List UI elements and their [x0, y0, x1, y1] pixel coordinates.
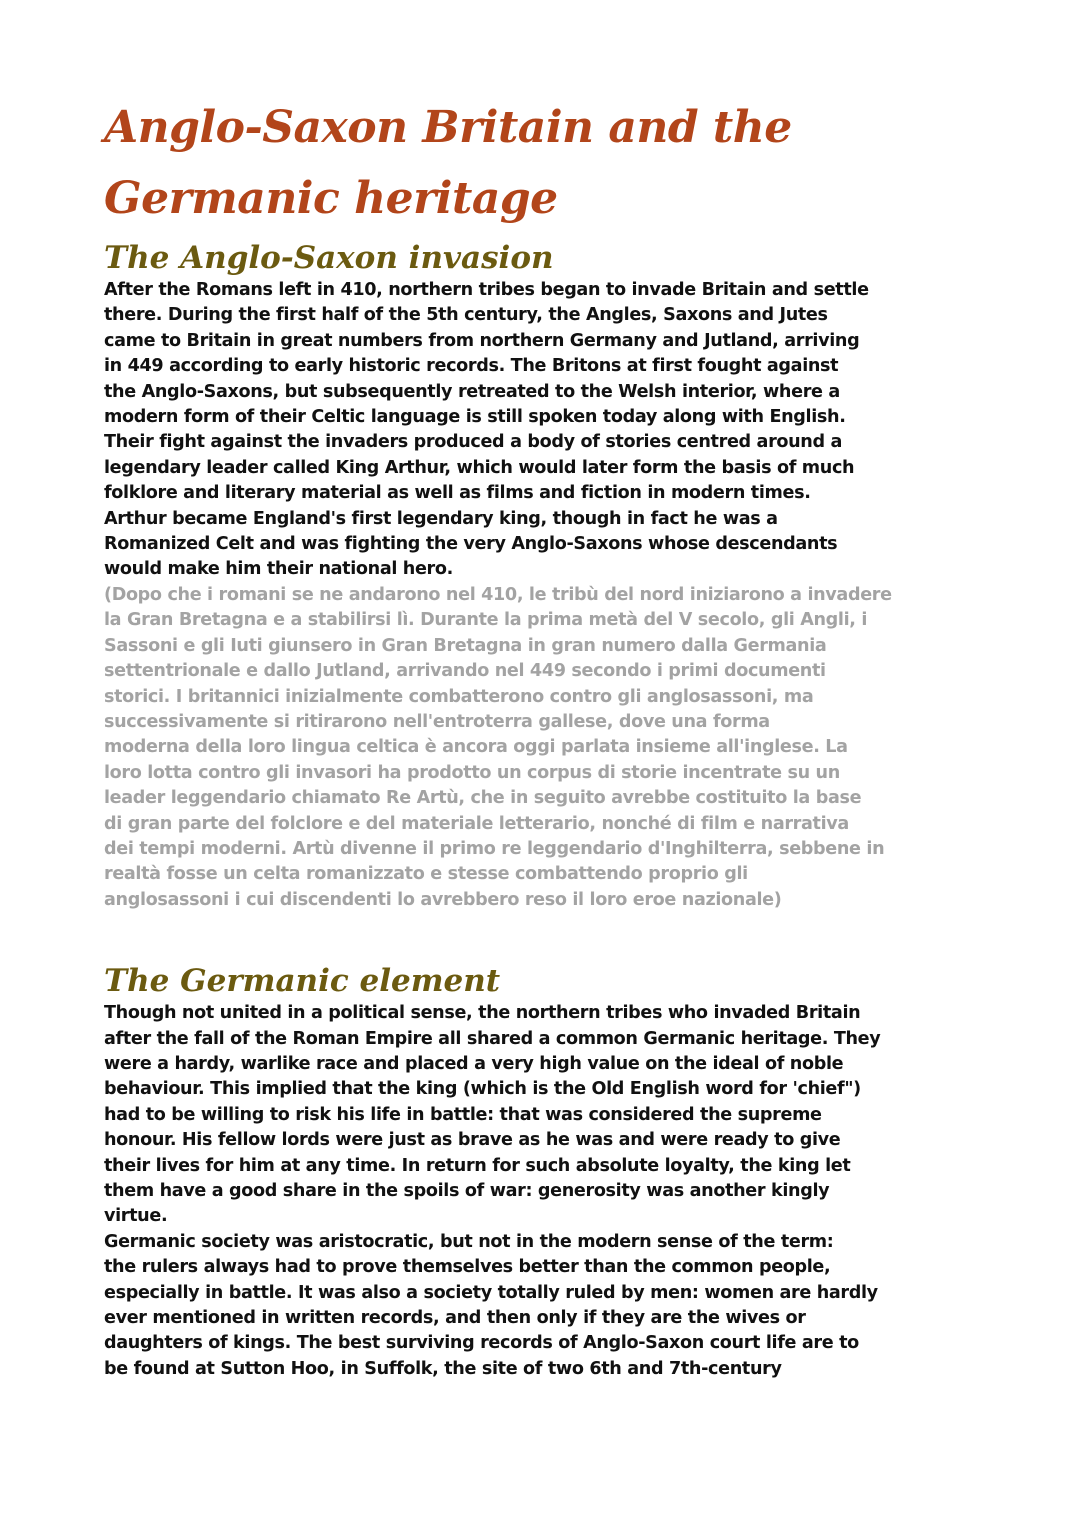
- text-line: in 449 according to early historic records. The Britons at first fought against: [104, 356, 839, 377]
- document-page: [104, 92, 984, 1382]
- page-title: [104, 92, 984, 234]
- text-line: dei tempi moderni. Artù divenne il primo re leggendario d'Inghilterra, sebbene in: [104, 838, 885, 859]
- text-line: folklore and literary material as well as films and fiction in modern times.: [104, 483, 811, 504]
- text-line: storici. I britannici inizialmente combatterono contro gli anglosassoni, ma: [104, 686, 814, 707]
- text-line: Though not united in a political sense, the northern tribes who invaded Britain: [104, 1003, 861, 1024]
- text-line: had to be willing to risk his life in battle: that was considered the supreme: [104, 1104, 822, 1125]
- text-line: successivamente si ritirarono nell'entroterra gallese, dove una forma: [104, 711, 770, 732]
- text-line: settentrionale e dallo Jutland, arrivando nel 449 secondo i primi documenti: [104, 661, 826, 682]
- page-title-line: Germanic heritage: [104, 173, 558, 224]
- text-line: Sassoni e gli Iuti giunsero in Gran Bretagna in gran numero dalla Germania: [104, 635, 827, 656]
- text-line: anglosassoni i cui discendenti lo avrebbero reso il loro eroe nazionale): [104, 889, 782, 910]
- text-line: virtue.: [104, 1206, 168, 1227]
- text-line: the rulers always had to prove themselves better than the common people,: [104, 1257, 831, 1278]
- text-line: the Anglo-Saxons, but subsequently retreated to the Welsh interior, where a: [104, 381, 840, 402]
- italian-translation-paragraph: [104, 583, 984, 913]
- text-line: modern form of their Celtic language is still spoken today along with English.: [104, 407, 846, 428]
- text-line: ever mentioned in written records, and then only if they are the wives or: [104, 1308, 806, 1329]
- text-line: would make him their national hero.: [104, 559, 453, 580]
- text-line: (Dopo che i romani se ne andarono nel 410, le tribù del nord iniziarono a invadere: [104, 584, 892, 605]
- text-line: la Gran Bretagna e a stabilirsi lì. Durante la prima metà del V secolo, gli Angli, i: [104, 610, 868, 631]
- section-heading-germanic-element: The Germanic element: [104, 963, 501, 1000]
- text-line: Romanized Celt and was fighting the very Anglo-Saxons whose descendants: [104, 534, 838, 555]
- text-line: their lives for him at any time. In return for such absolute loyalty, the king let: [104, 1155, 851, 1176]
- text-line: loro lotta contro gli invasori ha prodotto un corpus di storie incentrate su un: [104, 762, 840, 783]
- text-line: after the fall of the Roman Empire all shared a common Germanic heritage. They: [104, 1028, 881, 1049]
- text-line: behaviour. This implied that the king (which is the Old English word for 'chief"): [104, 1079, 861, 1100]
- text-line: there. During the first half of the 5th century, the Angles, Saxons and Jutes: [104, 305, 828, 326]
- text-line: moderna della loro lingua celtica è ancora oggi parlata insieme all'inglese. La: [104, 737, 848, 758]
- text-line: came to Britain in great numbers from northern Germany and Jutland, arriving: [104, 330, 860, 351]
- text-line: Arthur became England's first legendary king, though in fact he was a: [104, 508, 778, 529]
- text-line: realtà fosse un celta romanizzato e stesse combattendo proprio gli: [104, 864, 748, 885]
- text-line: be found at Sutton Hoo, in Suffolk, the site of two 6th and 7th-century: [104, 1358, 782, 1379]
- text-line: daughters of kings. The best surviving records of Anglo-Saxon court life are to: [104, 1333, 859, 1354]
- text-line: Their fight against the invaders produced a body of stories centred around a: [104, 432, 843, 453]
- english-paragraph-invasion: [104, 278, 984, 583]
- section-heading-anglo-saxon-invasion: The Anglo-Saxon invasion: [104, 240, 554, 276]
- text-line: After the Romans left in 410, northern tribes began to invade Britain and settle: [104, 280, 869, 300]
- text-line: leader leggendario chiamato Re Artù, che in seguito avrebbe costituito la base: [104, 788, 862, 809]
- text-line: Germanic society was aristocratic, but not in the modern sense of the term:: [104, 1231, 834, 1252]
- text-line: them have a good share in the spoils of war: generosity was another kingly: [104, 1181, 830, 1201]
- english-paragraph-germanic: [104, 1001, 984, 1382]
- page-title-line: Anglo-Saxon Britain and the: [104, 102, 792, 153]
- text-line: di gran parte del folclore e del materiale letterario, nonché di film e narrativa: [104, 813, 849, 834]
- text-line: honour. His fellow lords were just as brave as he was and were ready to give: [104, 1130, 841, 1151]
- text-line: were a hardy, warlike race and placed a very high value on the ideal of noble: [104, 1053, 844, 1074]
- text-line: legendary leader called King Arthur, which would later form the basis of much: [104, 457, 855, 478]
- text-line: especially in battle. It was also a society totally ruled by men: women are hardly: [104, 1282, 878, 1303]
